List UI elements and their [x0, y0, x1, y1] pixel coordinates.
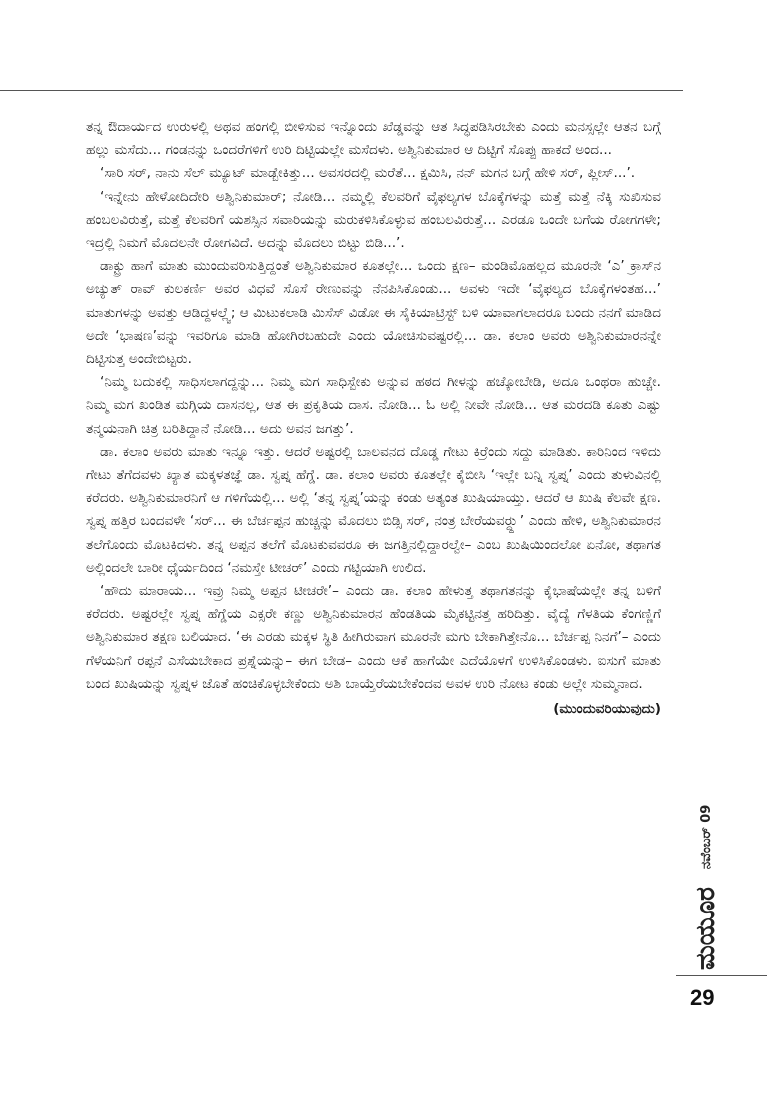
paragraph-6: ಡಾ. ಕಲಾಂ ಅವರು ಮಾತು ಇನ್ನೂ ಇತ್ತು. ಆದರೆ ಅಷ್ಟರಲ್ಲಿ ಬಾಲವನದ ದೊಡ್ಡ ಗೇಟು ಕಿರ್‍ರೆಂದು ಸದ್ದು ಮಾಡಿತು. ಕಾರಿನಿಂದ ಇಳಿದು ಗೇಟು ತೆಗೆದವಳು ಖ್ಯಾತ ಮಕ್ಕಳತಜ್ಞೆ ಡಾ. ಸ್ವಪ್ನ ಹೆಗ್ಡೆ. ಡಾ. ಕಲಾಂ ಅವರು ಕೂತಲ್ಲೇ ಕೈಬೀಸಿ ‘ಇಲ್ಲೇ ಬನ್ನಿ ಸ್ವಪ್ನ’ ಎಂದು ತುಳುವಿನಲ್ಲಿ ಕರೆದರು. ಅಶ್ವಿನಿಕುಮಾರನಿಗೆ ಆ ಗಳಿಗೆಯಲ್ಲಿ... ಅಲ್ಲಿ ‘ತನ್ನ ಸ್ವಪ್ನ’ಯನ್ನು ಕಂಡು ಅತ್ಯಂತ ಖುಷಿಯಾಯ್ತು. ಆದರೆ ಆ ಖುಷಿ ಕೆಲವೇ ಕ್ಷಣ. ಸ್ವಪ್ನ ಹತ್ತಿರ ಬಂದವಳೇ ‘ಸರ್... ಈ ಬೆರ್ಚಪ್ಪನ ಹುಚ್ಚನ್ನು ಮೊದಲು ಬಿಡ್ಸಿ ಸರ್, ನಂತ್ರ ಬೇರೆಯವರ್‍ದ್ದು’ ಎಂದು ಹೇಳಿ, ಅಶ್ವಿನಿಕುಮಾರನ ತಲೆಗೊಂದು ಮೊಟಕಿದಳು. ತನ್ನ ಅಪ್ಪನ ತಲೆಗೆ ಮೊಟಕುವವರೂ ಈ ಜಗತ್ತಿನಲ್ಲಿದ್ದಾರಲ್ವೇ– ಎಂಬ ಖುಷಿಯಿಂದಲೋ ಏನೋ, ತಥಾಗತ ಅಲ್ಲಿಂದಲೇ ಬಾರೀ ಧೈರ್ಯದಿಂದ ‘ನಮಸ್ತೇ ಟೀಚರ್’ ಎಂದು ಗಟ್ಟಿಯಾಗಿ ಉಲಿದ. — [86, 443, 661, 576]
page-number: 29 — [690, 985, 715, 1010]
paragraph-4: ಡಾಕ್ಟ್ರು ಹಾಗೆ ಮಾತು ಮುಂದುವರಿಸುತ್ತಿದ್ದಂತೆ ಅಶ್ವಿನಿಕುಮಾರ ಕೂತಲ್ಲೇ... ಒಂದು ಕ್ಷಣ– ಮಂಡಿಮೊಹಲ್ಲದ ಮೂರನೇ ‘ಎ’ ಕ್ರಾಸ್‌ನ ಅಚ್ಯುತ್ ರಾವ್ ಕುಲಕರ್ಣಿ ಅವರ ವಿಧವೆ ಸೊಸೆ ರೇಣುವನ್ನು ನೆನಪಿಸಿಕೊಂಡು... ಅವಳು ಇದೇ ‘ವೈಫಲ್ಯದ ಬೊಕ್ಕೆಗಳಂತಹ...’ ಮಾತುಗಳನ್ನು ಅವತ್ತು ಆಡಿದ್ದಳಲ್ಲ್ವೆ; ಆ ಮಿಟುಕಲಾಡಿ ಮಿಸೆಸ್ ವಿಡೋ ಈ ಸೈಕಿಯಾಟ್ರಿಸ್ಟ್ ಬಳಿ ಯಾವಾಗಲಾದರೂ ಬಂದು ನನಗೆ ಮಾಡಿದ ಅದೇ ‘ಭಾಷಣ’ವನ್ನು ಇವರಿಗೂ ಮಾಡಿ ಹೋಗಿರಬಹುದೇ ಎಂದು ಯೋಚಿಸುವಷ್ಟರಲ್ಲಿ... ಡಾ. ಕಲಾಂ ಅವರು ಅಶ್ವಿನಿಕುಮಾರನನ್ನೇ ದಿಟ್ಟಿಸುತ್ತ ಅಂದೇಬಿಟ್ಟರು. — [86, 258, 661, 368]
to-be-continued: (ಮುಂದುವರಿಯುವುದು) — [553, 701, 661, 718]
paragraph-7: ‘ಹೌದು ಮಾರಾಯ... ಇವ್ರು ನಿಮ್ಮ ಅಪ್ಪನ ಟೀಚರೇ’– ಎಂದು ಡಾ. ಕಲಾಂ ಹೇಳುತ್ತ ತಥಾಗತನನ್ನು ಕೈಭಾಷೆಯಲ್ಲೇ ತನ್ನ ಬಳಿಗೆ ಕರೆದರು. ಅಷ್ಟರಲ್ಲೇ ಸ್ವಪ್ನ ಹೆಗ್ಡೆಯ ಎಕ್ಸರೇ ಕಣ್ಣು ಅಶ್ವಿನಿಕುಮಾರನ ಹೆಂಡತಿಯ ಮೈಕಟ್ಟಿನತ್ತ ಹರಿದಿತ್ತು. ವೈದ್ಯೆ ಗೆಳತಿಯ ಕೆಂಗಣ್ಣಿಗೆ ಅಶ್ವಿನಿಕುಮಾರ ತಕ್ಷಣ ಬಲಿಯಾದ. ‘ಈ ಎರಡು ಮಕ್ಕಳ ಸ್ಥಿತಿ ಹೀಗಿರುವಾಗ ಮೂರನೇ ಮಗು ಬೇಕಾಗಿತ್ತೇನೊ... ಬೆರ್ಚಪ್ಪ ನಿನಗೆ’– ಎಂದು ಗೆಳೆಯನಿಗೆ ರಪ್ಪನೆ ಎಸೆಯಬೇಕಾದ ಪ್ರಶ್ನೆಯನ್ನು– ಈಗ ಬೇಡ– ಎಂದು ಆಕೆ ಹಾಗೆಯೇ ಎದೆಯೊಳಗೆ ಉಳಿಸಿಕೊಂಡಳು. ಐಸುಗೆ ಮಾತು ಬಂದ ಖುಷಿಯನ್ನು ಸ್ವಪ್ನಳ ಜೊತೆ ಹಂಚಿಕೊಳ್ಳಬೇಕೆಂದು ಅಶಿ ಬಾಯ್ತೆರೆಯಬೇಕೆಂದವ ಅವಳ ಉರಿ ನೋಟ ಕಂಡು ಅಲ್ಲೇ ಸುಮ್ಮನಾದ. — [86, 583, 661, 692]
issue-label: ನವೆಂಬರ್ 09 — [698, 804, 714, 870]
paragraph-5: ‘ನಿಮ್ಮ ಬದುಕಲ್ಲಿ ಸಾಧಿಸಲಾಗದ್ದನ್ನು... ನಿಮ್ಮ ಮಗ ಸಾಧಿಸ್ಬೇಕು ಅನ್ನುವ ಹಠದ ಗೀಳನ್ನು ಹಚ್ಕೋಬೇಡಿ, ಅದೂ ಒಂಥರಾ ಹುಚ್ಚೇ. ನಿಮ್ಮ ಮಗ ಖಂಡಿತ ಮಗ್ಗಿಯ ದಾಸನಲ್ಲ, ಆತ ಈ ಪ್ರಕೃತಿಯ ದಾಸ. ನೋಡಿ... ಓ ಅಲ್ಲಿ ನೀವೇ ನೋಡಿ... ಆತ ಮರದಡಿ ಕೂತು ಎಷ್ಟು ತನ್ಮಯನಾಗಿ ಚಿತ್ರ ಬರಿತಿದ್ದಾನೆ ನೋಡಿ... ಅದು ಅವನ ಜಗತ್ತು’. — [86, 374, 661, 437]
article-body — [86, 116, 661, 721]
paragraph-2: ‘ಸಾರಿ ಸರ್, ನಾನು ಸೆಲ್ ಮ್ಯೂಟ್ ಮಾಡ್ಬೇಕಿತ್ತು... ಅವಸರದಲ್ಲಿ ಮರೆತೆ... ಕ್ಷಮಿಸಿ, ನನ್ ಮಗನ ಬಗ್ಗೆ ಹೇಳಿ ಸರ್, ಪ್ಲೀಸ್...’. — [100, 165, 636, 182]
header-divider — [0, 90, 683, 91]
footer-divider — [676, 975, 767, 976]
paragraph-3: ‘ಇನ್ನೇನು ಹೇಳೋದಿದೇರಿ ಅಶ್ವಿನಿಕುಮಾರ್; ನೋಡಿ... ನಮ್ಮಲ್ಲಿ ಕೆಲವರಿಗೆ ವೈಫಲ್ಯಗಳ ಬೊಕ್ಕೆಗಳನ್ನು ಮತ್ತೆ ಮತ್ತೆ ನೆಕ್ಕಿ ಸುಖಿಸುವ ಹಂಬಲವಿರುತ್ತೆ, ಮತ್ತೆ ಕೆಲವರಿಗೆ ಯಶಸ್ಸಿನ ಸವಾರಿಯನ್ನು ಮರುಕಳಿಸಿಕೊಳ್ಳುವ ಹಂಬಲವಿರುತ್ತೆ... ಎರಡೂ ಒಂದೇ ಬಗೆಯ ರೋಗಗಳೇ; ಇದ್ರಲ್ಲಿ ನಿಮಗೆ ಮೊದಲನೇ ರೋಗವಿದೆ. ಅದನ್ನು ಮೊದಲು ಬಿಟ್ಟು ಬಿಡಿ...’. — [86, 188, 661, 252]
paragraph-1: ತನ್ನ ಔದಾರ್ಯದ ಉರುಳಲ್ಲಿ ಅಥವ ಹಂಗಲ್ಲಿ ಬೀಳಿಸುವ ಇನ್ನೊಂದು ಖೆಡ್ಡವನ್ನು ಆತ ಸಿದ್ಧಪಡಿಸಿರಬೇಕು ಎಂದು ಮನಸ್ಸಲ್ಲೇ ಆತನ ಬಗ್ಗೆ ಹಲ್ಲು ಮಸೆದು... ಗಂಡನನ್ನು ಒಂದರೆಗಳಿಗೆ ಉರಿ ದಿಟ್ಟಿಯಲ್ಲೇ ಮಸೆದಳು. ಅಶ್ವಿನಿಕುಮಾರ ಆ ದಿಟ್ಟಿಗೆ ಸೊಪ್ಪು ಹಾಕದೆ ಅಂದ... — [86, 119, 661, 159]
magazine-sidebar — [686, 760, 726, 970]
magazine-brand: ಮಯೂರ — [690, 887, 721, 970]
